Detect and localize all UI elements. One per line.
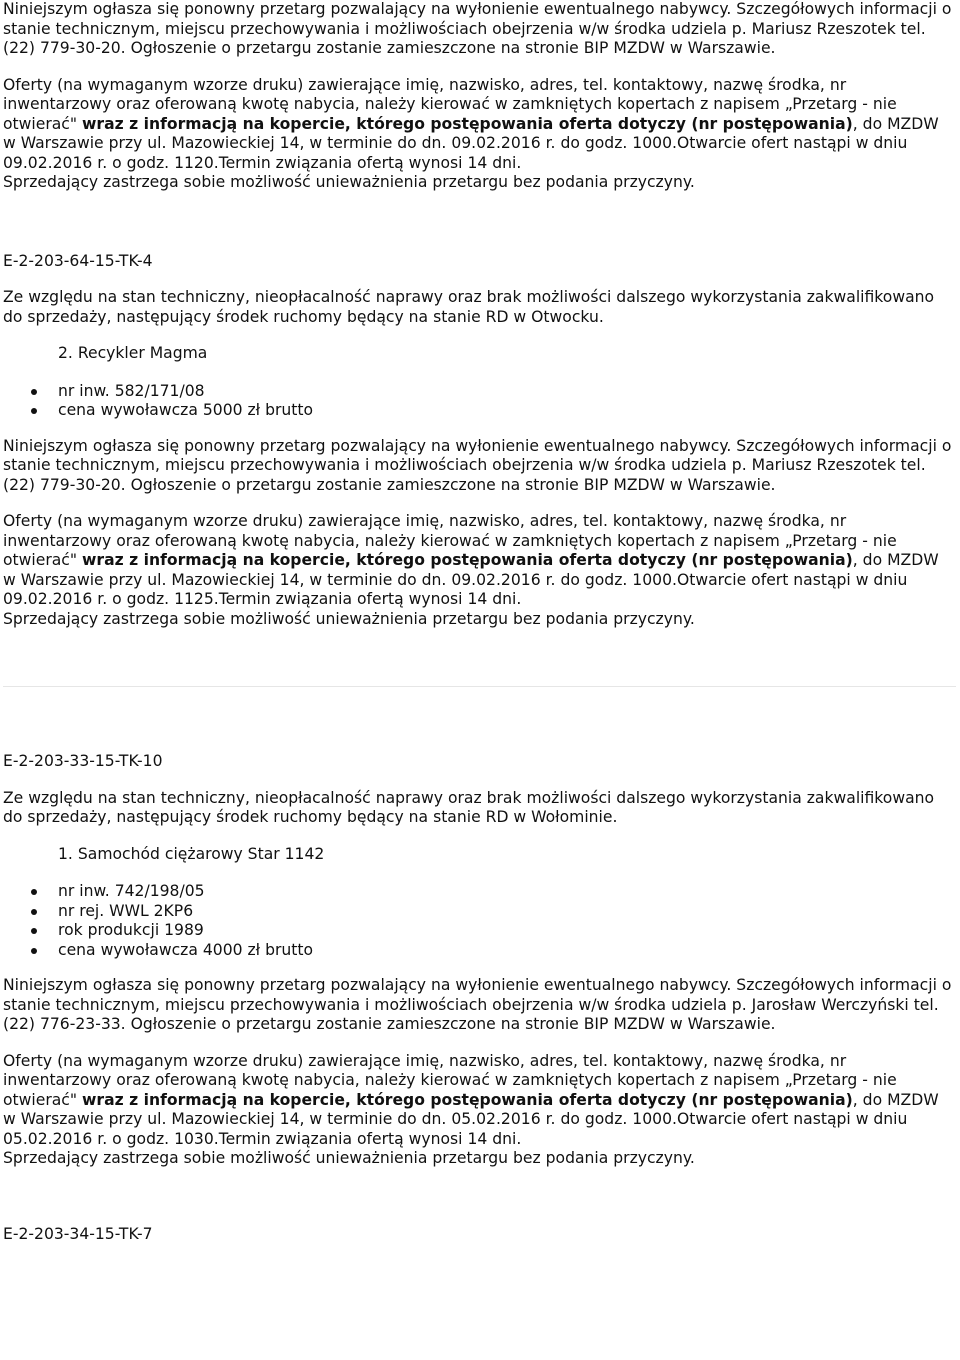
offer-instructions: Oferty (na wymaganym wzorze druku) zawierające imię, nazwisko, adres, tel. kontaktowy, nazwę środka, nr inwentarzowy oraz oferowaną kwotę nabycia, należy kierować w zamkniętych kopertach z napisem „Przetarg - nie otwierać" wraz z informacją na kopercie, którego postępowania oferta dotyczy (nr postępowania), do MZDW w Warszawie przy ul. Mazowieckiej 14, w terminie do dn. 09.02.2016 r. do godz. 1000.Otwarcie ofert nastąpi w dniu 09.02.2016 r. o godz. 1125.Termin związania ofertą wynosi 14 dni. Sprzedający zastrzega sobie możliwość unieważnienia przetargu bez podania przyczyny. [3,512,939,628]
tender-notice: Niniejszym ogłasza się ponowny przetarg pozwalający na wyłonienie ewentualnego nabywcy. Szczegółowych informacji o stanie technicznym, miejscu przechowywania i możliwościach obejrzenia w/w środka udziela p. Mariusz Rzeszotek tel.(22) 779-30-20. Ogłoszenie o przetargu zostanie zamieszczone na stronie BIP MZDW w Warszawie. [3,436,952,494]
offer-instructions: Oferty (na wymaganym wzorze druku) zawierające imię, nazwisko, adres, tel. kontaktowy, nazwę środka, nr inwentarzowy oraz oferowaną kwotę nabycia, należy kierować w zamkniętych kopertach z napisem „Przetarg - nie otwierać" wraz z informacją na kopercie, którego postępowania oferta dotyczy (nr postępowania), do MZDW w Warszawie przy ul. Mazowieckiej 14, w terminie do dn. 09.02.2016 r. do godz. 1000.Otwarcie ofert nastąpi w dniu 09.02.2016 r. o godz. 1120.Termin związania ofertą wynosi 14 dni. Sprzedający zastrzega sobie możliwość unieważnienia przetargu bez podania przyczyny. [3,75,939,191]
item-list [3,344,956,364]
tender-code: E-2-203-34-15-TK-7 [3,1224,153,1243]
reserve-note: Sprzedający zastrzega sobie możliwość unieważnienia przetargu bez podania przyczyny. [3,1149,695,1167]
detail-item: rok produkcji 1989 [58,921,956,941]
tender-code: E-2-203-33-15-TK-10 [3,752,163,770]
section-divider [3,686,956,687]
item-title: 2. Recykler Magma [58,344,208,362]
item-details [3,382,956,421]
item-details [3,882,956,960]
item-description: Ze względu na stan techniczny, nieopłacalność naprawy oraz brak możliwości dalszego wykorzystania zakwalifikowano do sprzedaży, następujący środek ruchomy będący na stanie RD w Otwocku. [3,288,935,326]
item-description: Ze względu na stan techniczny, nieopłacalność naprawy oraz brak możliwości dalszego wykorzystania zakwalifikowano do sprzedaży, następujący środek ruchomy będący na stanie RD w Wołominie. [3,788,935,826]
detail-item: cena wywoławcza 5000 zł brutto [58,401,956,421]
detail-item: nr inw. 582/171/08 [58,382,956,402]
reserve-note: Sprzedający zastrzega sobie możliwość unieważnienia przetargu bez podania przyczyny. [3,609,695,628]
offer-instructions: Oferty (na wymaganym wzorze druku) zawierające imię, nazwisko, adres, tel. kontaktowy, nazwę środka, nr inwentarzowy oraz oferowaną kwotę nabycia, należy kierować w zamkniętych kopertach z napisem „Przetarg - nie otwierać" wraz z informacją na kopercie, którego postępowania oferta dotyczy (nr postępowania), do MZDW w Warszawie przy ul. Mazowieckiej 14, w terminie do dn. 05.02.2016 r. do godz. 1000.Otwarcie ofert nastąpi w dniu 05.02.2016 r. o godz. 1030.Termin związania ofertą wynosi 14 dni. Sprzedający zastrzega sobie możliwość unieważnienia przetargu bez podania przyczyny. [3,1051,939,1167]
tender-code: E-2-203-64-15-TK-4 [3,251,153,270]
detail-item: nr inw. 742/198/05 [58,882,956,902]
tender-notice: Niniejszym ogłasza się ponowny przetarg pozwalający na wyłonienie ewentualnego nabywcy. Szczegółowych informacji o stanie technicznym, miejscu przechowywania i możliwościach obejrzenia w/w środka udziela p. Mariusz Rzeszotek tel.(22) 779-30-20. Ogłoszenie o przetargu zostanie zamieszczone na stronie BIP MZDW w Warszawie. [3,0,952,57]
tender-notice: Niniejszym ogłasza się ponowny przetarg pozwalający na wyłonienie ewentualnego nabywcy. Szczegółowych informacji o stanie technicznym, miejscu przechowywania i możliwościach obejrzenia w/w środka udziela p. Jarosław Werczyński tel.(22) 776-23-33. Ogłoszenie o przetargu zostanie zamieszczone na stronie BIP MZDW w Warszawie. [3,976,952,1033]
detail-item: cena wywoławcza 4000 zł brutto [58,941,956,961]
detail-item: nr rej. WWL 2KP6 [58,902,956,922]
item-title: 1. Samochód ciężarowy Star 1142 [58,844,325,863]
reserve-note: Sprzedający zastrzega sobie możliwość unieważnienia przetargu bez podania przyczyny. [3,173,695,191]
item-list [3,845,956,865]
